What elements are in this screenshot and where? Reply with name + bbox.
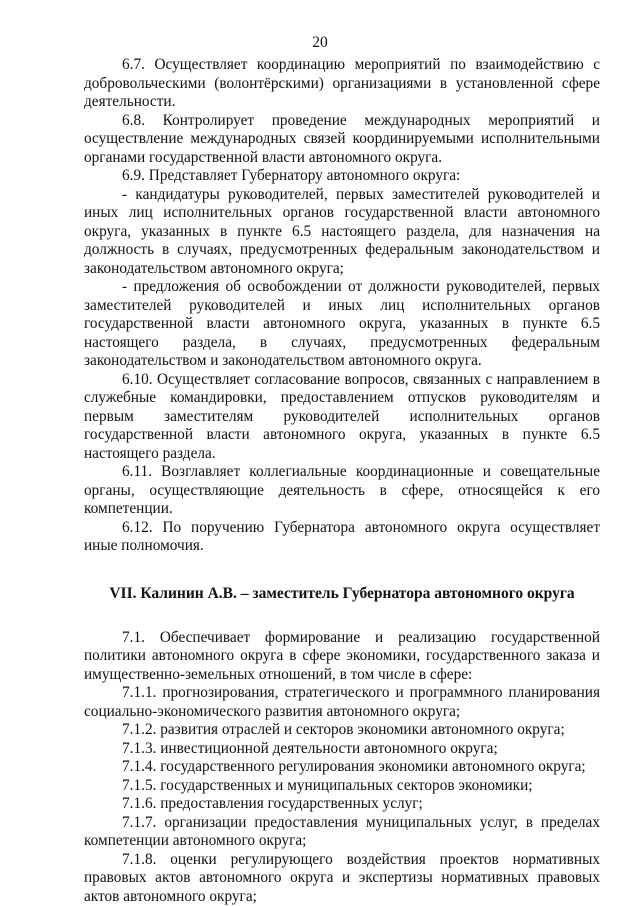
- section-heading: VII. Калинин А.В. – заместитель Губернатора автономного округа: [84, 584, 600, 603]
- paragraph-6-9: 6.9. Представляет Губернатору автономного округа:: [84, 167, 600, 186]
- document-body: [84, 56, 600, 906]
- paragraph-7-1-1: 7.1.1. прогнозирования, стратегического и программного планирования социально-экономического развития автономного округа;: [84, 684, 600, 721]
- list-item-candidates: - кандидатуры руководителей, первых заместителей руководителей и иных лиц исполнительных органов государственной власти автономного округа, указанных в пункте 6.5 настоящего раздела, для назначения на должность в случаях, предусмотренных федеральным законодательством и законодательством автономного округа;: [84, 186, 600, 279]
- page-number: 20: [0, 34, 640, 52]
- paragraph-7-1-6: 7.1.6. предоставления государственных услуг;: [84, 795, 600, 814]
- list-item-dismissal-proposals: - предложения об освобождении от должности руководителей, первых заместителей руководителей и иных лиц исполнительных органов государственной власти автономного округа, указанных в пункте 6.5 настоящего раздела, в случаях, предусмотренных федеральным законодательством и законодательством автономного округа.: [84, 278, 600, 371]
- paragraph-6-10: 6.10. Осуществляет согласование вопросов, связанных с направлением в служебные командировки, предоставлением отпусков руководителям и первым заместителям руководителей исполнительных органов государственной власти автономного округа, указанных в пункте 6.5 настоящего раздела.: [84, 371, 600, 464]
- paragraph-7-1-7: 7.1.7. организации предоставления муниципальных услуг, в пределах компетенции автономного округа;: [84, 814, 600, 851]
- paragraph-6-7: 6.7. Осуществляет координацию мероприятий по взаимодействию с добровольческими (волонтёрскими) организациями в установленной сфере деятельности.: [84, 56, 600, 112]
- paragraph-7-1-5: 7.1.5. государственных и муниципальных секторов экономики;: [84, 777, 600, 796]
- paragraph-6-12: 6.12. По поручению Губернатора автономного округа осуществляет иные полномочия.: [84, 519, 600, 556]
- paragraph-7-1: 7.1. Обеспечивает формирование и реализацию государственной политики автономного округа в сфере экономики, государственного заказа и имущественно-земельных отношений, в том числе в сфере:: [84, 629, 600, 685]
- paragraph-7-1-2: 7.1.2. развития отраслей и секторов экономики автономного округа;: [84, 721, 600, 740]
- paragraph-7-1-8: 7.1.8. оценки регулирующего воздействия проектов нормативных правовых актов автономного округа и экспертизы нормативных правовых актов автономного округа;: [84, 851, 600, 906]
- paragraph-7-1-3: 7.1.3. инвестиционной деятельности автономного округа;: [84, 740, 600, 759]
- paragraph-7-1-4: 7.1.4. государственного регулирования экономики автономного округа;: [84, 758, 600, 777]
- paragraph-6-8: 6.8. Контролирует проведение международных мероприятий и осуществление международных связей координируемыми исполнительными органами государственной власти автономного округа.: [84, 112, 600, 168]
- paragraph-6-11: 6.11. Возглавляет коллегиальные координационные и совещательные органы, осуществляющие деятельность в сфере, относящейся к его компетенции.: [84, 463, 600, 519]
